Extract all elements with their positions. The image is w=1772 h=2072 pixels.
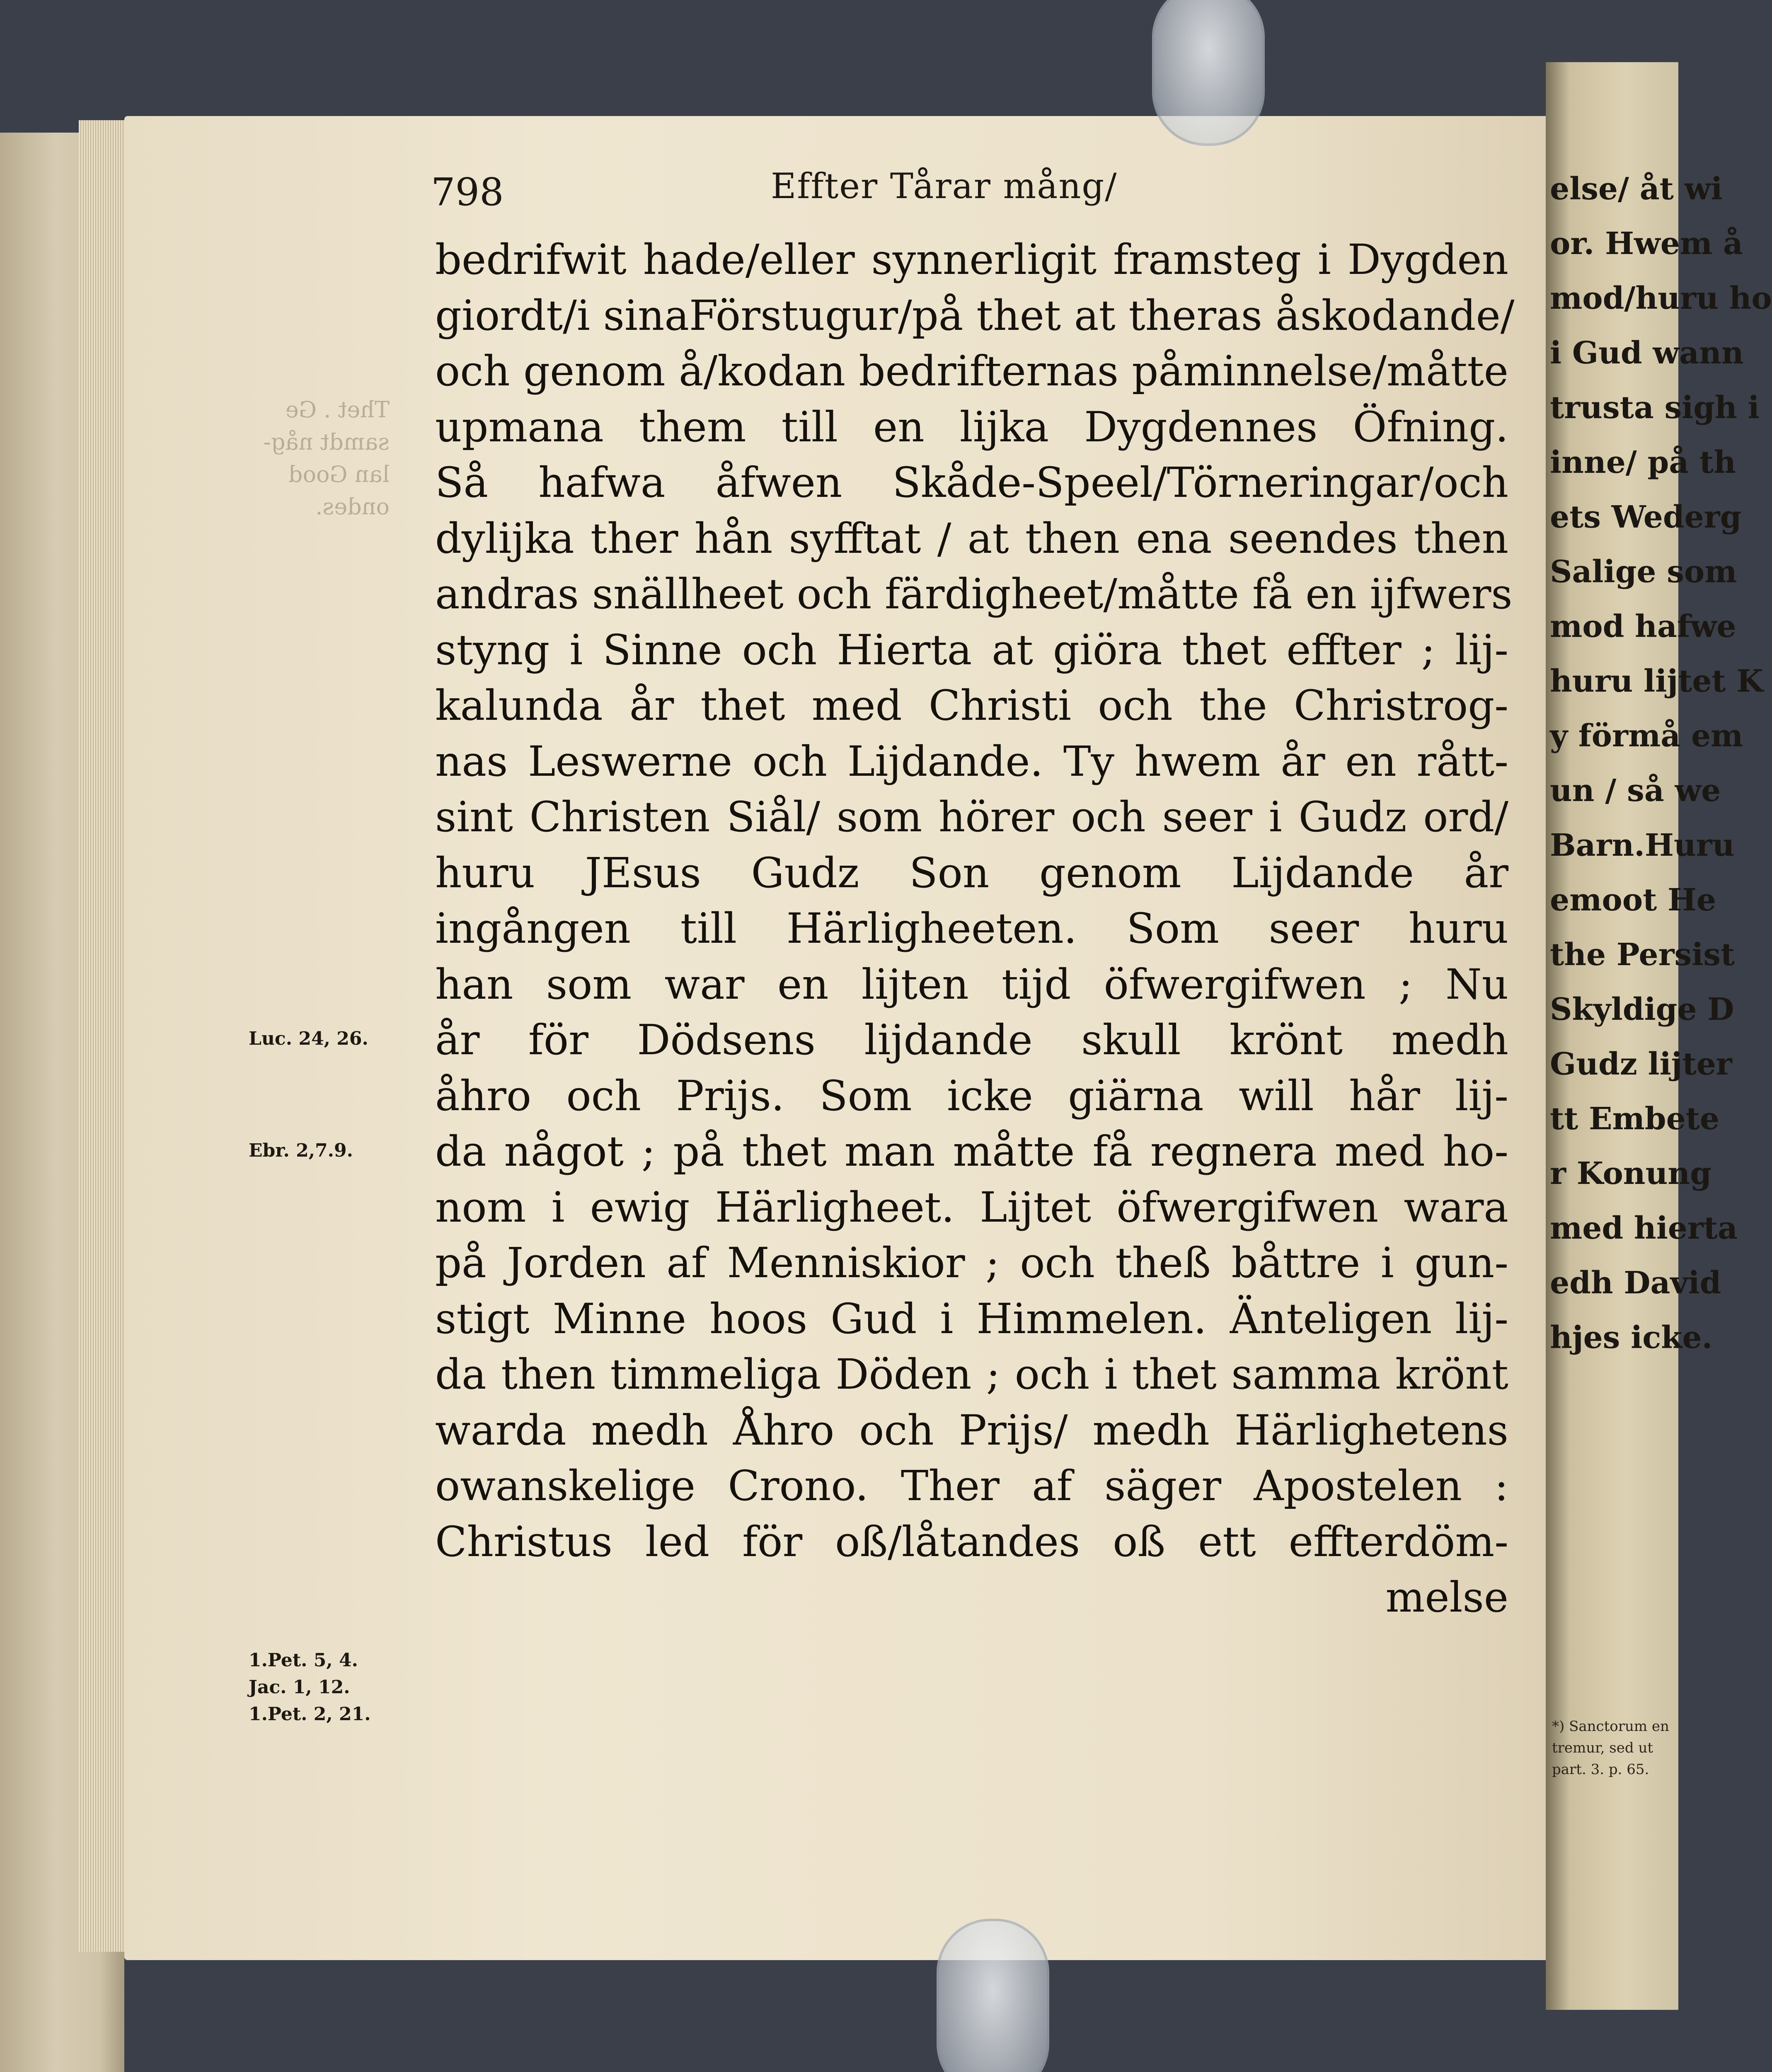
text-line: da något ; på thet man måtte få regnera med ho-	[435, 1127, 1508, 1176]
facing-line: emoot He	[1550, 882, 1716, 918]
margin-note-james: Jac. 1, 12.	[249, 1677, 350, 1698]
text-line: och genom å/kodan bedrifternas påminnelse/måtte	[435, 347, 1508, 395]
bleed-line: ondes.	[315, 494, 390, 520]
bleed-line: samdt någ-	[263, 429, 390, 455]
catchword: melse	[1385, 1573, 1508, 1622]
facing-line: i Gud wann	[1550, 335, 1744, 371]
text-line: andras snällheet och färdigheet/måtte få en ijfwers	[435, 570, 1513, 618]
margin-note-1-peter-5: 1.Pet. 5, 4.	[249, 1650, 358, 1671]
text-line: åhro och Prijs. Som icke giärna will hår lij-	[435, 1071, 1508, 1120]
page-header	[431, 166, 1517, 215]
text-line: kalunda år thet med Christi och the Christrog-	[435, 681, 1508, 730]
text-line: da then timmeliga Döden ; och i thet samma krönt	[435, 1350, 1508, 1399]
facing-page-notes	[1552, 1716, 1668, 1780]
text-line: upmana them till en lijka Dygdennes Öfning.	[435, 402, 1508, 451]
facing-note: part. 3. p. 65.	[1552, 1761, 1649, 1778]
text-line: Christus led för oß/låtandes oß ett effterdöm-	[435, 1517, 1508, 1566]
facing-line: the Persist	[1550, 937, 1735, 973]
text-line: Så hafwa åfwen Skåde-Speel/Törneringar/och	[435, 458, 1508, 507]
bleed-through-text	[232, 394, 390, 523]
body-text	[435, 232, 1515, 1626]
facing-line: med hierta	[1550, 1210, 1738, 1246]
facing-line: Barn.Huru	[1550, 828, 1735, 863]
text-line: sint Christen Siål/ som hörer och seer i Gudz ord/	[435, 793, 1508, 841]
facing-line: mod hafwe	[1550, 609, 1736, 644]
facing-line: or. Hwem å	[1550, 226, 1743, 261]
text-line: år för Dödsens lijdande skull krönt medh	[435, 1016, 1508, 1064]
page-number: 798	[431, 170, 504, 214]
text-line: styng i Sinne och Hierta at giöra thet effter ; lij-	[435, 625, 1508, 674]
page-clip-bottom	[937, 1919, 1049, 2072]
text-line: bedrifwit hade/eller synnerligit framsteg i Dygden	[435, 235, 1508, 284]
facing-line: edh David	[1550, 1265, 1721, 1301]
facing-line: y förmå em	[1550, 718, 1743, 754]
facing-note: tremur, sed ut	[1552, 1740, 1653, 1756]
text-line: warda medh Åhro och Prijs/ medh Härlighetens	[435, 1406, 1508, 1455]
text-line: huru JEsus Gudz Son genom Lijdande år	[435, 848, 1508, 897]
margin-note-hebrews: Ebr. 2,7.9.	[249, 1140, 353, 1161]
text-line: ingången till Härligheeten. Som seer huru	[435, 904, 1508, 953]
text-line: nom i ewig Härligheet. Lijtet öfwergifwen wara	[435, 1183, 1508, 1232]
text-line: stigt Minne hoos Gud i Himmelen. Änteligen lij-	[435, 1294, 1508, 1343]
facing-line: Skyldige D	[1550, 992, 1734, 1027]
facing-line: else/ åt wi	[1550, 171, 1723, 207]
page-edges	[79, 120, 128, 1952]
text-line: på Jorden af Menniskior ; och theß båttre i gun-	[435, 1239, 1508, 1287]
facing-line: inne/ på th	[1550, 445, 1736, 480]
facing-line: tt Embete	[1550, 1101, 1719, 1137]
bleed-line: lan Good	[288, 461, 390, 487]
running-title: Effter Tårar mång/	[771, 166, 1118, 206]
facing-line: trusta sigh i	[1550, 390, 1760, 426]
facing-line: hjes icke.	[1550, 1320, 1713, 1356]
facing-line: mod/huru ho	[1550, 281, 1772, 316]
facing-line: Salige som	[1550, 554, 1737, 590]
page-clip-top	[1152, 0, 1265, 146]
facing-line: un / så we	[1550, 773, 1721, 808]
text-line: nas Leswerne och Lijdande. Ty hwem år en rått-	[435, 737, 1508, 786]
text-line: dylijka ther hån syfftat / at then ena seendes then	[435, 514, 1508, 563]
text-line: owanskelige Crono. Ther af säger Apostelen :	[435, 1462, 1508, 1510]
bleed-line: Thet . Ge	[285, 397, 390, 423]
facing-line: huru lijtet K	[1550, 663, 1763, 699]
text-line: han som war en lijten tijd öfwergifwen ; Nu	[435, 960, 1508, 1009]
facing-line: r Konung	[1550, 1156, 1711, 1191]
facing-line: Gudz lijter	[1550, 1046, 1732, 1082]
facing-page-text	[1550, 162, 1772, 1365]
margin-note-1-peter-2: 1.Pet. 2, 21.	[249, 1704, 371, 1725]
margin-note-luke: Luc. 24, 26.	[249, 1028, 368, 1049]
facing-note: *) Sanctorum en	[1552, 1718, 1669, 1735]
text-line: giordt/i sinaFörstugur/på thet at theras åskodande/	[435, 291, 1515, 340]
facing-line: ets Wederg	[1550, 499, 1742, 535]
